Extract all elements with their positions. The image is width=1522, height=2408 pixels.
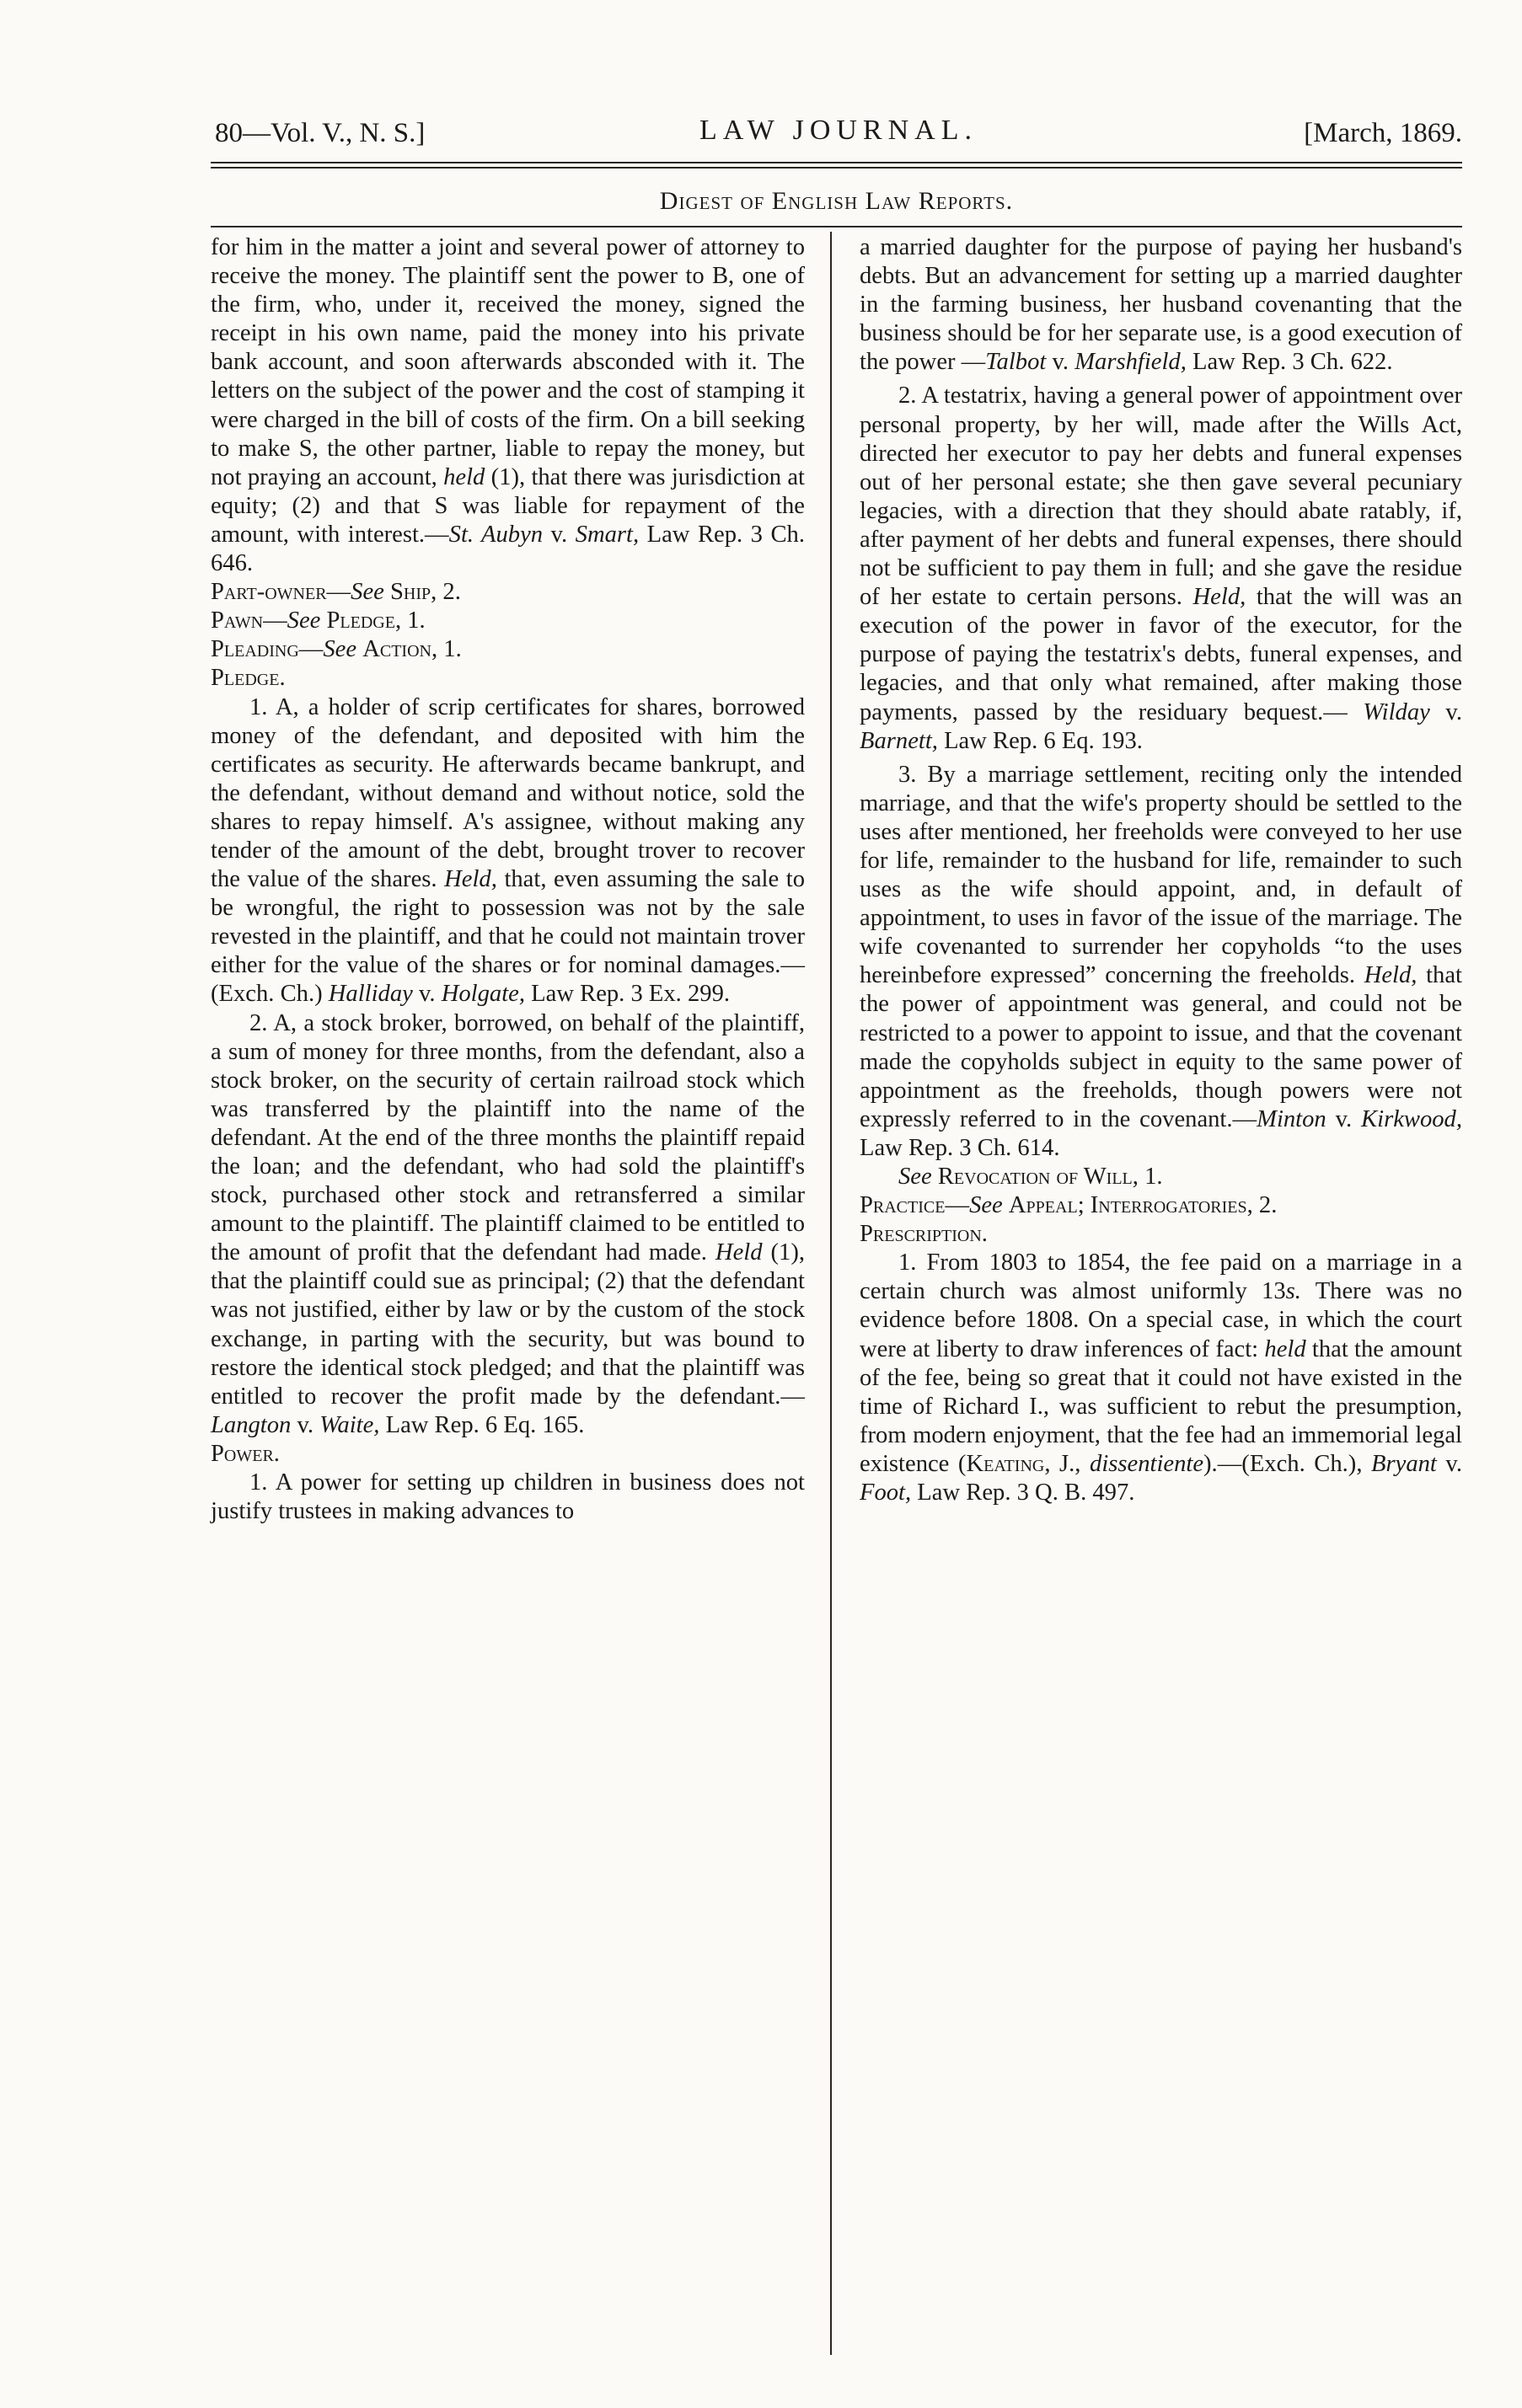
prescription-entry-1: 1. From 1803 to 1854, the fee paid on a marriage in a certain church was almost uniformly 13s. There was no evidence before 1808. On a special case, in which the court were at liberty to draw inferences of fact: held that the amount of the fee, being so great that it could not have existed in the time of Richard I., was sufficient to rebut the presumption, from modern enjoyment, that the fee had an immemorial legal existence (Keating, J., dissentiente).—(Exch. Ch.), Bryant v. Foot, Law Rep. 3 Q. B. 497. <box>860 1249 1463 1506</box>
entry-continued: for him in the matter a joint and several power of attorney to receive the money. The plaintiff sent the power to B, one of the firm, who, under it, received the money, signed the receipt in his own name, paid the money into his private bank account, and soon afterwards absconded with it. The letters on the subject of the power and the cost of stamping it were charged in the bill of costs of the firm. On a bill seeking to make S, the other partner, liable to repay the money, but not praying an account, held (1), that there was jurisdiction at equity; (2) and that S was liable for repayment of the amount, with interest.—St. Aubyn v. Smart, Law Rep. 3 Ch. 646. <box>211 234 805 577</box>
cross-reference-revocation: See Revocation of Will, 1. <box>898 1164 1163 1190</box>
cross-reference-practice: Practice—See Appeal; Interrogatories, 2. <box>860 1192 1278 1219</box>
power-entry-1-continued: a married daughter for the purpose of paying her husband's debts. But an advancement for setting up a married daughter in the farming business, her husband covenanting that the business should be for her separate use, is a good execution of the power —Talbot v. Marshfield, Law Rep. 3 Ch. 622. <box>860 234 1462 376</box>
cross-reference-pawn: Pawn—See Pledge, 1. <box>211 607 426 634</box>
right-column <box>860 233 1462 1507</box>
header-rule-top <box>211 162 1462 163</box>
heading-pledge: Pledge. <box>211 665 286 692</box>
page-header <box>215 115 1462 152</box>
subheader-rule <box>211 226 1462 227</box>
power-entry-2: 2. A testatrix, having a general power of appointment over personal property, by her will, made after the Wills Act, directed her executor to pay her debts and funeral expenses out of her personal estate; she then gave several pecuniary legacies, with a direction that they should abate ratably, if, after payment of her debts and funeral expenses, there should not be sufficient to pay them in full; and she gave the residue of her estate to certain persons. Held, that the will was an execution of the power in favor of the executor, for the purpose of paying the testatrix's debts, funeral expenses, and legacies, and that only what remained, after making those payments, passed by the residuary bequest.— Wilday v. Barnett, Law Rep. 6 Eq. 193. <box>860 383 1462 754</box>
power-entry-3: 3. By a marriage settlement, reciting only the intended marriage, and that the wife's property should be settled to the uses after mentioned, her freeholds were conveyed to her use for life, remainder to the husband for life, remainder to such uses as the wife should appoint, and, in default of appointment, to uses in favor of the issue of the marriage. The wife covenanted to surrender her copyholds “to the uses hereinbefore expressed” concerning the freeholds. Held, that the power of appointment was general, and could not be restricted to a power to appoint to issue, and that the covenant made the copyholds subject in equity to the same power of appointment as the freeholds, though powers were not expressly referred to in the covenant.—Minton v. Kirkwood, Law Rep. 3 Ch. 614. <box>860 761 1462 1161</box>
column-divider <box>830 232 832 2355</box>
cross-reference-part-owner: Part-owner—See Ship, 2. <box>211 579 461 606</box>
power-entry-1: 1. A power for setting up children in business does not justify trustees in making advances to <box>211 1469 805 1525</box>
pledge-entry-2: 2. A, a stock broker, borrowed, on behalf of the plaintiff, a sum of money for three months, from the defendant, also a stock broker, on the security of certain railroad stock which was transferred by the plaintiff into the name of the defendant. At the end of the three months the plaintiff repaid the loan; and the defendant, who had sold the plaintiff's stock, purchased other stock and retransferred a similar amount to the plaintiff. The plaintiff claimed to be entitled to the amount of profit that the defendant had made. Held (1), that the plaintiff could sue as principal; (2) that the defendant was not justified, either by law or by the custom of the stock exchange, in parting with the security, but was bound to restore the identical stock pledged; and that the plaintiff was entitled to recover the profit made by the defendant.—Langton v. Waite, Law Rep. 6 Eq. 165. <box>211 1009 806 1438</box>
issue-date: [March, 1869. <box>1304 118 1462 148</box>
volume-label: 80—Vol. V., N. S.] <box>215 118 426 148</box>
cross-reference-pleading: Pleading—See Action, 1. <box>211 636 462 663</box>
pledge-entry-1: 1. A, a holder of scrip certificates for shares, borrowed money of the defendant, and deposited with him the certificates as security. He afterwards became bankrupt, and the defendant, without demand and without notice, sold the shares to repay himself. A's assignee, without making any tender of the amount of the debt, brought trover to recover the value of the shares. Held, that, even assuming the sale to be wrongful, the right to possession was not by the sale revested in the plaintiff, and that he could not maintain trover either for the value of the shares or for nominal damages.—(Exch. Ch.) Halliday v. Holgate, Law Rep. 3 Ex. 299. <box>211 693 806 1008</box>
heading-prescription: Prescription. <box>860 1221 988 1248</box>
left-column <box>211 233 805 1526</box>
section-title: Digest of English Law Reports. <box>659 187 1014 215</box>
header-rule-bottom <box>211 167 1462 169</box>
heading-power: Power. <box>211 1440 280 1467</box>
journal-title: LAW JOURNAL. <box>699 115 978 146</box>
